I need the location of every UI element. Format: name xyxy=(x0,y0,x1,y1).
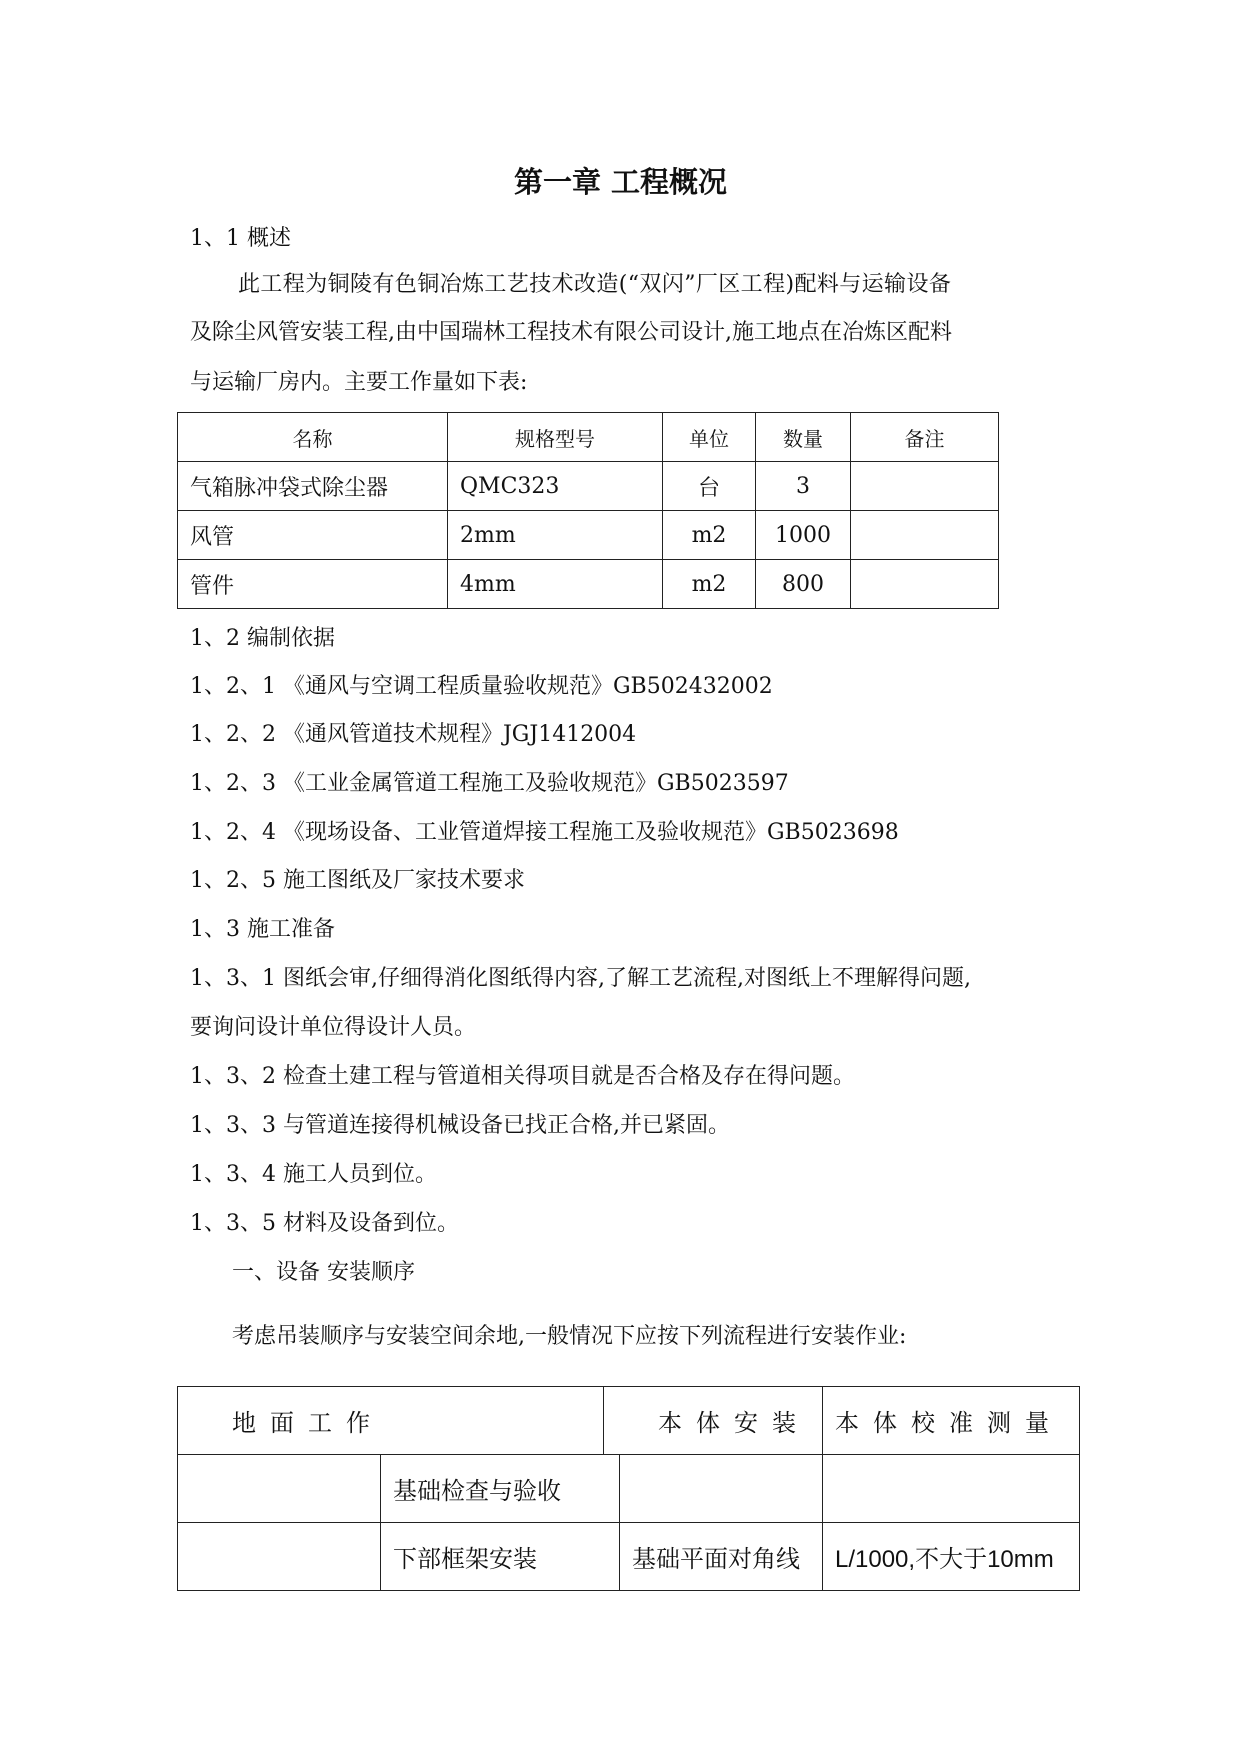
table-cell: 下部框架安装 xyxy=(381,1523,620,1591)
page-title: 第一章 工程概况 xyxy=(513,165,728,199)
table-header-cell: 规格型号 xyxy=(448,413,663,462)
table-cell xyxy=(851,511,999,560)
basis-item: 1、2、3 《工业金属管道工程施工及验收规范》GB5023597 xyxy=(190,771,789,796)
paragraph-line: 及除尘风管安装工程,由中国瑞林工程技术有限公司设计,施工地点在冶炼区配料 xyxy=(190,320,952,345)
table-cell: 4mm xyxy=(448,560,663,609)
flow-intro: 考虑吊装顺序与安装空间余地,一般情况下应按下列流程进行安装作业: xyxy=(232,1324,907,1349)
table-cell: 管件 xyxy=(178,560,448,609)
workload-table xyxy=(177,412,999,609)
table-cell xyxy=(823,1455,1080,1523)
table-header-row xyxy=(178,413,999,462)
table-row xyxy=(178,1455,1080,1523)
table-cell: 800 xyxy=(756,560,851,609)
table-header-cell: 名称 xyxy=(178,413,448,462)
basis-item: 1、2、1 《通风与空调工程质量验收规范》GB502432002 xyxy=(190,674,773,699)
table-cell: m2 xyxy=(663,511,756,560)
prep-item-continuation: 要询问设计单位得设计人员。 xyxy=(190,1015,477,1040)
table-cell xyxy=(851,560,999,609)
section-heading-1-3: 1、3 施工准备 xyxy=(190,917,335,942)
table-cell: 风管 xyxy=(178,511,448,560)
prep-item: 1、3、5 材料及设备到位。 xyxy=(190,1211,459,1236)
table-header-cell: 地面工作 xyxy=(232,1409,384,1437)
prep-item: 1、3、4 施工人员到位。 xyxy=(190,1162,437,1187)
paragraph-line: 与运输厂房内。主要工作量如下表: xyxy=(190,370,528,395)
section-heading-one: 一、设备 安装顺序 xyxy=(232,1260,415,1285)
basis-item: 1、2、2 《通风管道技术规程》JGJ1412004 xyxy=(190,722,637,747)
table-row xyxy=(178,511,999,560)
prep-item: 1、3、2 检查土建工程与管道相关得项目就是否合格及存在得问题。 xyxy=(190,1064,855,1089)
table-cell: 2mm xyxy=(448,511,663,560)
basis-item: 1、2、4 《现场设备、工业管道焊接工程施工及验收规范》GB5023698 xyxy=(190,820,899,845)
table-cell: 台 xyxy=(663,462,756,511)
table-cell xyxy=(178,1455,381,1523)
table-header-cell: 备注 xyxy=(851,413,999,462)
table-row xyxy=(178,462,999,511)
paragraph-line: 此工程为铜陵有色铜冶炼工艺技术改造(“双闪”厂区工程)配料与运输设备 xyxy=(238,272,952,297)
table-row xyxy=(178,1523,1080,1591)
table-cell xyxy=(620,1455,823,1523)
table-cell: m2 xyxy=(663,560,756,609)
table-cell: 气箱脉冲袋式除尘器 xyxy=(178,462,448,511)
table-header-cell: 本体安装 xyxy=(658,1409,810,1437)
table-cell: 基础平面对角线 xyxy=(620,1523,823,1591)
table-cell: 基础检查与验收 xyxy=(381,1455,620,1523)
basis-item: 1、2、5 施工图纸及厂家技术要求 xyxy=(190,868,525,893)
table-cell: 3 xyxy=(756,462,851,511)
table-header-row xyxy=(178,1387,1080,1455)
table-row xyxy=(178,560,999,609)
prep-item: 1、3、1 图纸会审,仔细得消化图纸得内容,了解工艺流程,对图纸上不理解得问题, xyxy=(190,966,971,991)
table-header-cell: 本体校准测量 xyxy=(835,1409,1063,1437)
prep-item: 1、3、3 与管道连接得机械设备已找正合格,并已紧固。 xyxy=(190,1113,730,1138)
table-cell: 1000 xyxy=(756,511,851,560)
section-heading-1-1: 1、1 概述 xyxy=(190,226,291,251)
table-header-cell: 数量 xyxy=(756,413,851,462)
install-flow-table xyxy=(177,1386,1080,1591)
table-cell: L/1000,不大于10mm xyxy=(823,1523,1080,1591)
table-cell xyxy=(851,462,999,511)
table-cell xyxy=(178,1523,381,1591)
table-cell: QMC323 xyxy=(448,462,663,511)
section-heading-1-2: 1、2 编制依据 xyxy=(190,626,335,651)
table-header-cell: 单位 xyxy=(663,413,756,462)
